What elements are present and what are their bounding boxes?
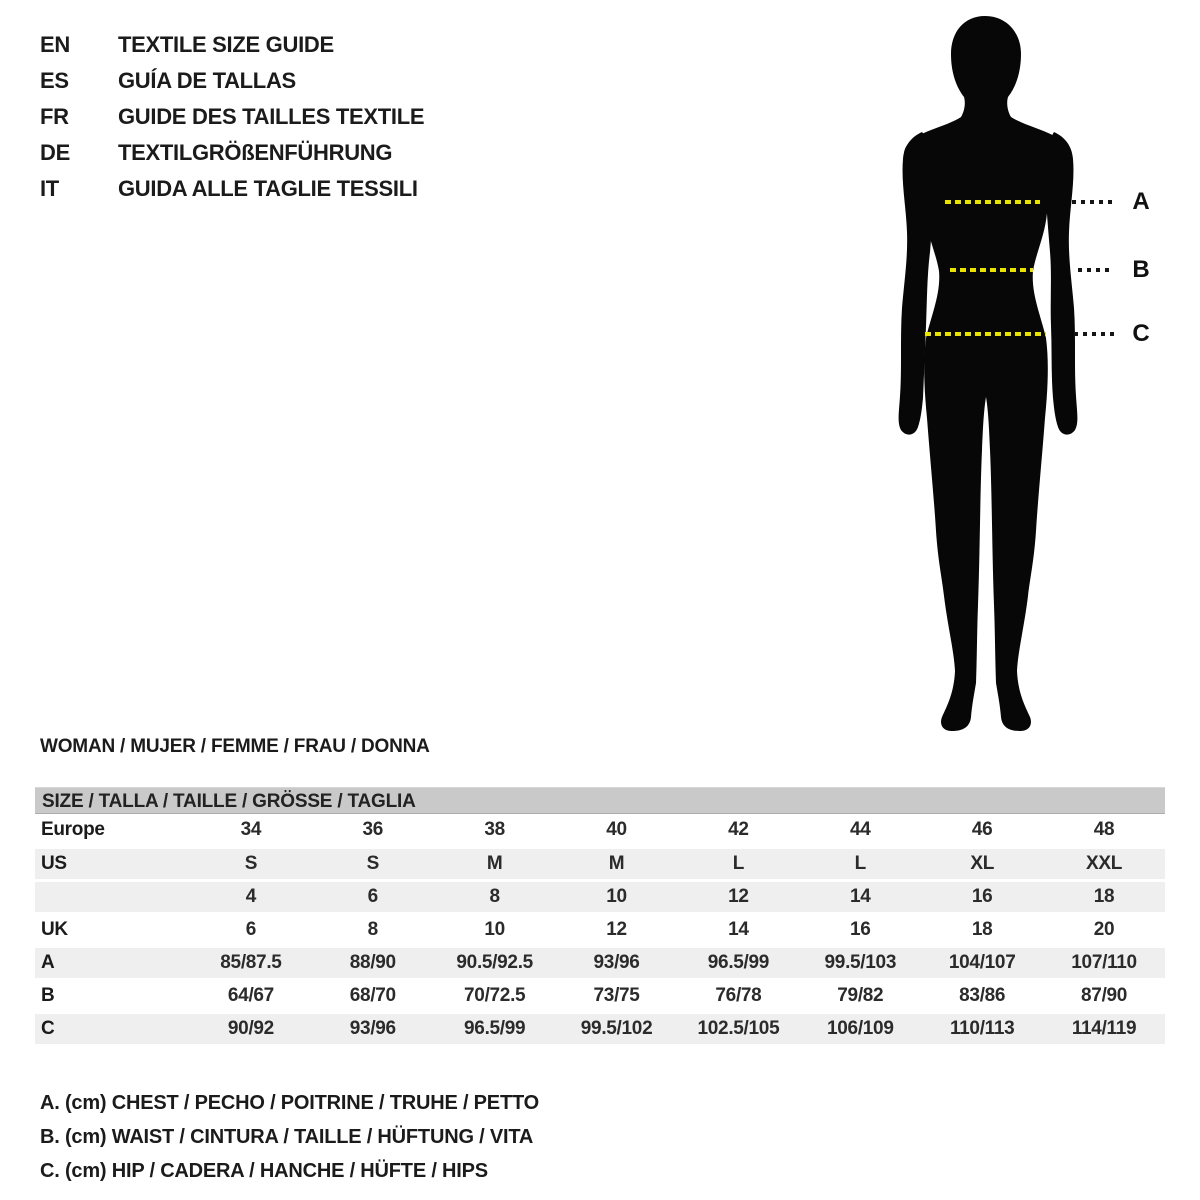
row-label: UK [41,918,68,940]
size-value: 6 [367,885,378,907]
size-table-body [35,814,1165,1045]
table-row-us-numeric [35,880,1165,913]
size-value: 83/86 [959,984,1006,1006]
row-label: Europe [41,818,105,840]
language-title: GUIDA ALLE TAGLIE TESSILI [118,176,418,201]
size-value: 40 [606,818,627,840]
language-code: ES [40,68,69,93]
size-value: 64/67 [227,984,274,1006]
size-value: 12 [606,918,627,940]
row-label: B [41,984,55,1006]
language-row-fr [40,99,424,135]
size-value: 87/90 [1081,984,1128,1006]
size-value: 34 [240,818,262,840]
language-title: TEXTILE SIZE GUIDE [118,32,334,57]
size-value: 8 [367,918,378,940]
size-value: 85/87.5 [220,951,282,973]
language-title: GUÍA DE TALLAS [118,68,296,93]
measure-line-b-yellow [950,268,1033,272]
measure-line-b-dots [1078,268,1114,272]
measure-line-c-yellow [925,332,1046,336]
table-row-b [35,979,1165,1012]
table-row-uk [35,913,1165,946]
size-value: 93/96 [593,951,640,973]
size-value: 48 [1093,818,1115,840]
measure-label-c: C [1132,320,1150,347]
language-code: IT [40,176,59,201]
table-row-c [35,1012,1165,1045]
size-value: 8 [489,885,500,907]
size-value: 73/75 [593,984,640,1006]
size-value: 99.5/102 [580,1017,653,1039]
section-title: WOMAN / MUJER / FEMME / FRAU / DONNA [40,736,430,757]
size-value: 90/92 [227,1017,274,1039]
size-value: M [608,852,625,874]
size-value: 68/70 [349,984,396,1006]
language-list [40,27,424,207]
size-value: 10 [606,885,627,907]
language-row-es [40,63,424,99]
size-table-header: SIZE / TALLA / TAILLE / GRÖSSE / TAGLIA [35,787,1165,814]
size-value: 88/90 [349,951,396,973]
language-title: TEXTILGRÖßENFÜHRUNG [118,140,393,165]
size-value: 106/109 [827,1017,894,1039]
size-value: 114/119 [1071,1017,1137,1039]
size-value: 96.5/99 [464,1017,526,1039]
language-row-de [40,135,424,171]
size-value: 104/107 [948,951,1016,973]
language-row-en [40,27,424,63]
language-code: EN [40,32,70,57]
table-row-europe [35,814,1165,847]
size-value: 70/72.5 [464,984,526,1006]
size-value: 46 [971,818,993,840]
size-value: 99.5/103 [824,951,897,973]
legend-line-a: A. (cm) CHEST / PECHO / POITRINE / TRUHE / PETTO [40,1092,539,1114]
table-row-us [35,847,1165,880]
size-value: L [854,852,866,874]
size-value: 14 [728,918,749,940]
measure-line-c-dots [1074,332,1114,336]
size-value: 18 [1093,885,1115,907]
measure-line-a-dots [1072,200,1114,204]
language-title: GUIDE DES TAILLES TEXTILE [118,104,425,129]
measurement-legend [40,1086,539,1188]
legend-line-b: B. (cm) WAIST / CINTURA / TAILLE / HÜFTUNG / VITA [40,1126,534,1148]
row-label: A [41,951,55,973]
legend-line-c: C. (cm) HIP / CADERA / HANCHE / HÜFTE / HIPS [40,1160,488,1182]
size-value: 18 [971,918,993,940]
woman-silhouette-figure [858,4,1128,734]
measure-label-a: A [1132,188,1150,215]
size-value: 44 [850,818,871,840]
size-value: 14 [850,885,871,907]
row-label [35,880,190,913]
language-code: FR [40,104,69,129]
table-row-a [35,946,1165,979]
size-value: 16 [850,918,871,940]
row-label: C [41,1017,55,1039]
size-value: 12 [728,885,749,907]
size-value: 79/82 [837,984,884,1006]
language-row-it [40,171,424,207]
size-value: S [244,852,258,874]
size-table [35,814,1165,1047]
language-code: DE [40,140,70,165]
measure-line-a-yellow [945,200,1040,204]
size-value: 20 [1093,918,1115,940]
size-value: 76/78 [715,984,762,1006]
size-value: 102.5/105 [697,1017,780,1039]
size-value: 4 [245,885,257,907]
size-value: 36 [362,818,384,840]
size-value: 42 [728,818,749,840]
row-label: US [41,852,67,874]
size-value: M [486,852,503,874]
size-value: 96.5/99 [707,951,770,973]
size-value: XL [970,852,995,874]
size-table-section [35,787,1165,1047]
size-value: 110/113 [949,1017,1015,1039]
size-value: 107/110 [1071,951,1137,973]
size-value: 6 [245,918,257,940]
size-value: 90.5/92.5 [456,951,533,973]
size-value: L [732,852,745,874]
size-value: 93/96 [349,1017,396,1039]
size-value: S [366,852,379,874]
woman-silhouette-icon [858,4,1128,734]
size-value: 10 [484,918,505,940]
size-value: 16 [971,885,993,907]
measure-label-b: B [1132,256,1150,283]
size-value: XXL [1086,852,1123,874]
size-value: 38 [484,818,505,840]
